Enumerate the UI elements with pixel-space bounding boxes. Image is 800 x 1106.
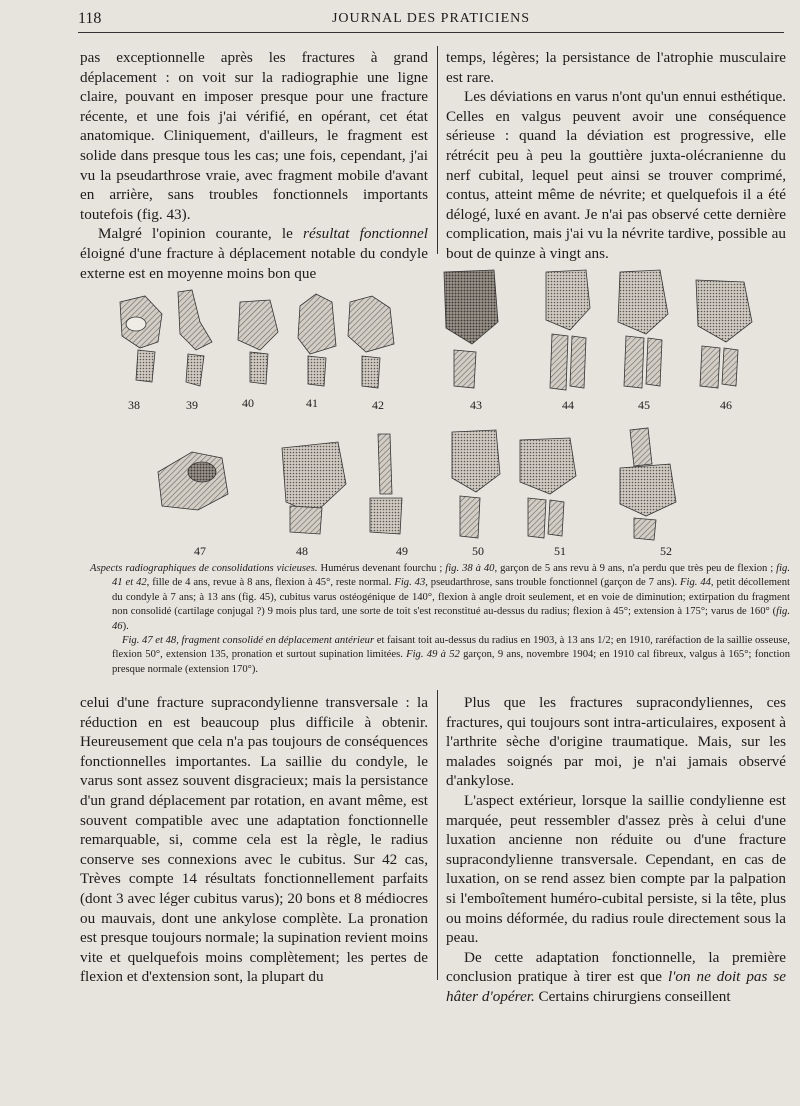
bottom-left-column (80, 693, 428, 987)
caption-text: Humérus devenant fourchu ; (317, 563, 446, 574)
figure-number: 47 (194, 544, 206, 558)
figure-49-drawing (370, 434, 402, 534)
caption-text: , fille de 4 ans, revue à 8 ans, flexion à 45°, reste normal. (146, 577, 395, 589)
emphasis: l'on ne doit pas se hâter d'opérer. (446, 968, 786, 1005)
caption-text: , garçon de 5 ans revu à 9 ans, n'a perdu que très peu de flexion ; (494, 563, 777, 574)
figure-48-drawing (282, 442, 346, 534)
figure-number: 49 (396, 544, 408, 558)
caption-figref: Fig. 44 (680, 577, 711, 589)
emphasis: résultat fonctionnel (303, 225, 428, 243)
figure-50-drawing (452, 430, 500, 538)
figure-number: 50 (472, 544, 484, 558)
caption-text: et faisant toit au-dessus du radius en 1903, à 13 ans 1/2; en 1910, raréfaction de la saillie osseuse, flexion 50°, extension 135, pronation et surtout supination limitées. (112, 635, 790, 661)
caption-lead: Aspects radiographiques de consolidations vicieuses. (90, 563, 318, 574)
radiograph-drawings (100, 262, 790, 562)
caption-figref: Fig. 47 et 48, fragment consolidé en déplacement antérieur (122, 635, 375, 647)
figure-47-drawing (158, 452, 228, 510)
paragraph: temps, légères; la persistance de l'atrophie musculaire est rare. (446, 49, 786, 86)
figure-number: 38 (128, 398, 140, 412)
figure-number: 43 (470, 398, 482, 412)
caption-paragraph (90, 562, 790, 634)
caption-text: , petit décollement du condyle à 7 ans; à 13 ans (fig. 45), cubitus varus ostéogénique de 140°, flexion à angle droit seulement, et en voie de diminution; extirpation du fragment non consolidé (cartilage conjugal ?) 9 mois plus tard, une sorte de toit s'est reconstitué au-dessus du radius; flexion à 45°; extension à 175°; varus de 160° ( (112, 577, 790, 618)
caption-text: ). (122, 620, 129, 632)
figure-51-drawing (520, 438, 576, 538)
paragraph (446, 948, 786, 1007)
caption-figref: fig. 41 et 42 (112, 563, 790, 589)
figure-39-drawing (178, 290, 212, 386)
top-right-column (446, 48, 786, 264)
journal-title: JOURNAL DES PRATICIENS (331, 11, 531, 26)
figure-number: 51 (554, 544, 566, 558)
figure-52-drawing (620, 428, 676, 540)
page-header (78, 8, 784, 33)
figure-40-drawing (238, 300, 278, 384)
figure-45-drawing (618, 270, 668, 388)
page-number: 118 (78, 10, 102, 27)
figure-number: 52 (660, 544, 672, 558)
figure-number: 39 (186, 398, 198, 412)
figure-42-drawing (348, 296, 394, 388)
caption-figref: Fig. 43 (394, 577, 426, 589)
caption-figref: fig. 46 (112, 606, 790, 632)
paragraph: celui d'une fracture supracondylienne transversale : la réduction en est beaucoup plus difficile à obtenir. Heureusement que cela n'a pas toujours de conséquences fonctionnelles importantes. La saillie du condyle, le varus sont assez souvent disgracieux; mais la persistance d'un grand déplacement par rotation, en avant même, est souvent compatible avec une adaptation fonctionnelle remarquable, si, comme cela est la règle, le radius conserve ses connexions avec le cubitus. Sur 42 cas, Trèves compte 14 résultats fonctionnellement parfaits (dont 3 avec léger cubitus varus); 20 bons et 8 médiocres ou mauvais, dont une ankylose complète. La pronation est presque toujours normale; la supination revient moins vite et quelquefois moins complètement; les pertes de flexion et d'extension sont, la plupart du (80, 694, 428, 986)
column-divider (437, 690, 438, 980)
caption-paragraph (112, 634, 790, 677)
figure-caption (90, 562, 790, 677)
paragraph-text: De cette adaptation fonctionnelle, la première conclusion pratique à tirer est que (446, 948, 786, 986)
figure-number: 40 (242, 396, 254, 410)
figure-number: 45 (638, 398, 650, 412)
caption-text: garçon, 9 ans, novembre 1904; en 1910 cal fibreux, valgus à 165°; fonction presque normale (extension 170°). (112, 649, 790, 675)
radiograph-plate (100, 262, 790, 562)
figure-43-drawing (444, 270, 498, 388)
figure-46-drawing (696, 280, 752, 388)
caption-figref: Fig. 49 à 52 (406, 649, 460, 661)
paragraph: Plus que les fractures supracondyliennes, ces fractures, qui toujours sont intra-articulaires, exposent à l'arthrite sèche d'origine traumatique. Mais, sur les malades soignés par moi, je n'ai jamais observé d'ankylose. (446, 694, 786, 790)
caption-figref: fig. 38 à 40 (445, 563, 495, 574)
paragraph: pas exceptionnelle après les fractures à grand déplacement : on voit sur la radiographie une ligne claire, pouvant en imposer presque pour une fracture récente, et une fois j'ai vérifié, en opérant, cet état anatomique. Cliniquement, d'ailleurs, le fragment est solide dans presque tous les cas; une fois, cependant, j'ai vu la pseudarthrose vraie, avec fragment mobile d'avant en arrière, sans troubles fonctionnels importants toutefois (fig. 43). (80, 49, 428, 223)
figure-number: 42 (372, 398, 384, 412)
figure-number: 48 (296, 544, 308, 558)
paragraph: Malgré l'opinion courante, le résultat fonctionnel éloigné d'une fracture à déplacement notable du condyle externe est en moyenne moins bon que (80, 225, 428, 282)
top-left-column (80, 48, 428, 283)
paragraph-text: Certains chirurgiens conseillent (534, 987, 731, 1005)
paragraph: L'aspect extérieur, lorsque la saillie condylienne est marquée, peut ressembler d'assez près à celui d'une luxation ancienne non réduite ou d'une fracture supracondylienne transversale. Cependant, en cas de luxation, on se rend assez bien compte par la palpation si l'emboîtement huméro-cubital persiste, si la tête, plus ou moins déformée, du radius roule directement sous la peau. (446, 791, 786, 947)
bottom-right-column (446, 693, 786, 1007)
figure-number: 44 (562, 398, 574, 412)
figure-41-drawing (298, 294, 336, 386)
figure-44-drawing (546, 270, 590, 390)
figure-number: 46 (720, 398, 732, 412)
figure-number: 41 (306, 396, 318, 410)
figure-38-drawing (120, 296, 162, 382)
paragraph: Les déviations en varus n'ont qu'un ennui esthétique. Celles en valgus peuvent avoir une conséquence sérieuse : quand la déviation est progressive, elle rétrécit peu à peu la gouttière juxta-olécranienne du nerf cubital, lequel peut ainsi se trouver comprimé, contus, atteint même de névrite; et quelquefois il a été délogé, luxé en avant. Je n'ai pas observé cette dernière complication, mais j'ai vu la névrite tardive, possible au bout de quinze à vingt ans. (446, 88, 786, 262)
caption-text: , pseudarthrose, sans trouble fonctionnel (garçon de 7 ans). (425, 577, 681, 589)
column-divider (437, 46, 438, 254)
